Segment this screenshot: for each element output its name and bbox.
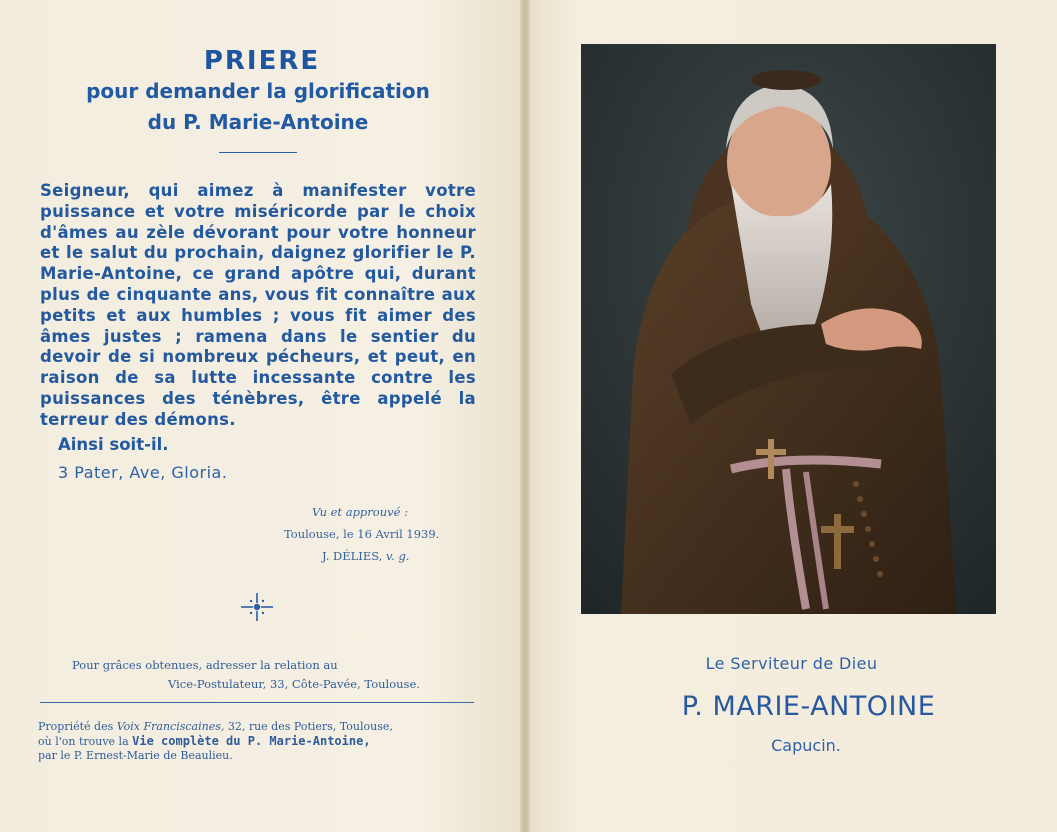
left-page: [0, 0, 524, 832]
amen-line: Ainsi soit-il.: [58, 435, 169, 454]
caption-name: P. MARIE-ANTOINE: [681, 691, 936, 722]
approval-title: v. g.: [386, 549, 410, 563]
book-title: Vie complète du P. Marie-Antoine,: [132, 734, 371, 748]
notice-line-1: Pour grâces obtenues, adresser la relation au: [72, 658, 338, 672]
publisher-name: Voix Franciscaines,: [116, 720, 225, 733]
footer-line-1: [38, 720, 478, 734]
title-divider: [219, 152, 297, 153]
cross-ornament-icon: [240, 592, 274, 622]
recitation-line: 3 Pater, Ave, Gloria.: [58, 463, 228, 482]
footer-text: où l'on trouve la: [38, 735, 133, 748]
footer-block: [38, 720, 478, 763]
approval-name: J. DÉLIES,: [322, 549, 383, 563]
subtitle-line-1: pour demander la glorification: [86, 79, 430, 103]
footer-line-3: par le P. Ernest-Marie de Beaulieu.: [38, 749, 233, 762]
subtitle-line-2: du P. Marie-Antoine: [147, 110, 369, 134]
footer-divider: [40, 702, 474, 703]
approval-line-2: Toulouse, le 16 Avril 1939.: [284, 527, 440, 541]
caption-order: Capucin.: [771, 736, 841, 755]
portrait-image: [581, 44, 996, 614]
page-title: PRIERE: [203, 46, 321, 76]
footer-text: Propriété des: [38, 720, 117, 733]
publisher-address: 32, rue des Potiers, Toulouse,: [224, 720, 393, 733]
notice-line-2: Vice-Postulateur, 33, Côte-Pavée, Toulouse.: [168, 677, 420, 691]
footer-line-2: [38, 734, 478, 749]
approval-signature: [322, 549, 409, 563]
prayer-text: Seigneur, qui aimez à manifester votre puissance et votre miséricorde par le choix d'âmes au zèle dévorant pour votre honneur et le salut du prochain, daignez glorifier le P. Marie-Antoine, ce grand apôtre qui, durant plus de cinquante ans, vous fit connaître aux petits et aux humbles ; vous fit aimer des âmes justes ; ramena dans le sentier du devoir de si nombreux pécheurs, et peut, en raison de sa lutte incessante contre les puissances des ténèbres, être appelé la terreur des démons.: [40, 181, 476, 429]
caption-servant: Le Serviteur de Dieu: [705, 654, 878, 673]
approval-line-1: Vu et approuvé :: [312, 505, 408, 519]
